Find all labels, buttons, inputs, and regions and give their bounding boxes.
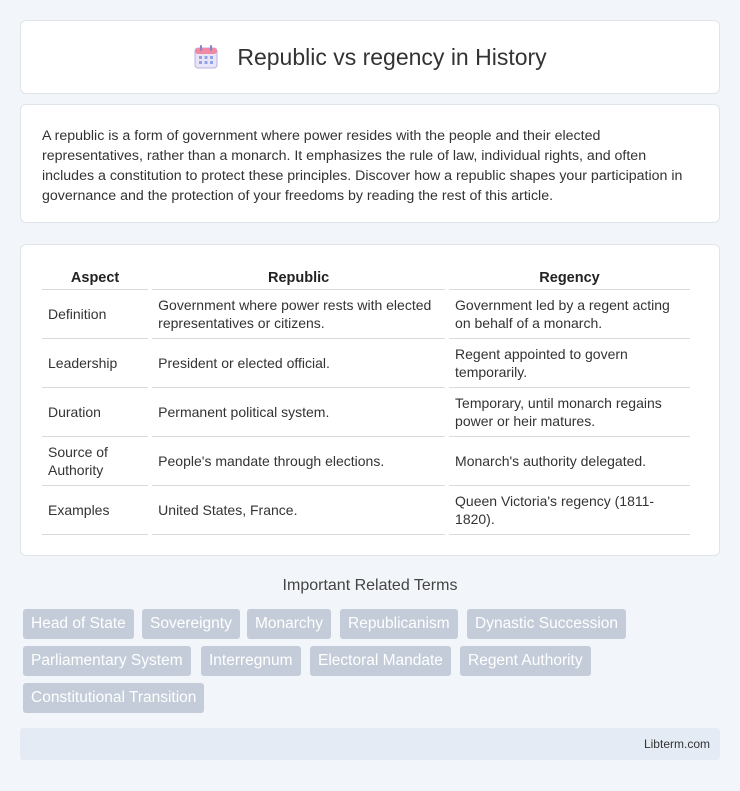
footer: [20, 728, 720, 760]
column-header: Aspect: [42, 266, 148, 290]
tag-monarchy[interactable]: Monarchy: [247, 609, 331, 639]
table-cell: Government where power rests with elected representatives or citizens.: [152, 290, 445, 339]
table-row: [42, 486, 690, 535]
table-row: [42, 437, 690, 486]
header-card: [20, 20, 720, 94]
tag-constitutional-transition[interactable]: Constitutional Transition: [23, 683, 204, 713]
table-cell: President or elected official.: [152, 339, 445, 388]
tag-parliamentary-system[interactable]: Parliamentary System: [23, 646, 191, 676]
table-cell: Queen Victoria's regency (1811-1820).: [449, 486, 690, 535]
table-cell: Monarch's authority delegated.: [449, 437, 690, 486]
table-cell: Government led by a regent acting on behalf of a monarch.: [449, 290, 690, 339]
table-cell: Temporary, until monarch regains power or heir matures.: [449, 388, 690, 437]
calendar-icon: [193, 44, 219, 70]
tag-dynastic-succession[interactable]: Dynastic Succession: [467, 609, 626, 639]
tag-regent-authority[interactable]: Regent Authority: [460, 646, 591, 676]
table-cell: Definition: [42, 290, 148, 339]
intro-card: [20, 104, 720, 223]
table-cell: Examples: [42, 486, 148, 535]
related-terms-title: Important Related Terms: [282, 577, 458, 594]
table-cell: Duration: [42, 388, 148, 437]
table-row: [42, 339, 690, 388]
page-title: Republic vs regency in History: [237, 43, 547, 70]
table-cell: Leadership: [42, 339, 148, 388]
column-header: Regency: [449, 266, 690, 290]
tag-interregnum[interactable]: Interregnum: [201, 646, 301, 676]
comparison-card: [20, 244, 720, 556]
tag-head-of-state[interactable]: Head of State: [23, 609, 134, 639]
table-cell: United States, France.: [152, 486, 445, 535]
intro-text: A republic is a form of government where power resides with the people and their elected representatives, rather than a monarch. It emphasizes the rule of law, individual rights, and often includes a constitution to protect these principles. Discover how a republic shapes your participation in governance and the protection of your freedoms by reading the rest of this article.: [42, 128, 683, 204]
footer-link[interactable]: Libterm.com: [643, 737, 710, 751]
tag-republicanism[interactable]: Republicanism: [340, 609, 458, 639]
table-header-row: [42, 266, 690, 290]
table-row: [42, 388, 690, 437]
tag-sovereignty[interactable]: Sovereignty: [142, 609, 240, 639]
table-row: [42, 290, 690, 339]
table-cell: Permanent political system.: [152, 388, 445, 437]
table-cell: Regent appointed to govern temporarily.: [449, 339, 690, 388]
table-cell: People's mandate through elections.: [152, 437, 445, 486]
comparison-table: [38, 266, 694, 535]
table-cell: Source of Authority: [42, 437, 148, 486]
column-header: Republic: [152, 266, 445, 290]
tag-electoral-mandate[interactable]: Electoral Mandate: [310, 646, 451, 676]
